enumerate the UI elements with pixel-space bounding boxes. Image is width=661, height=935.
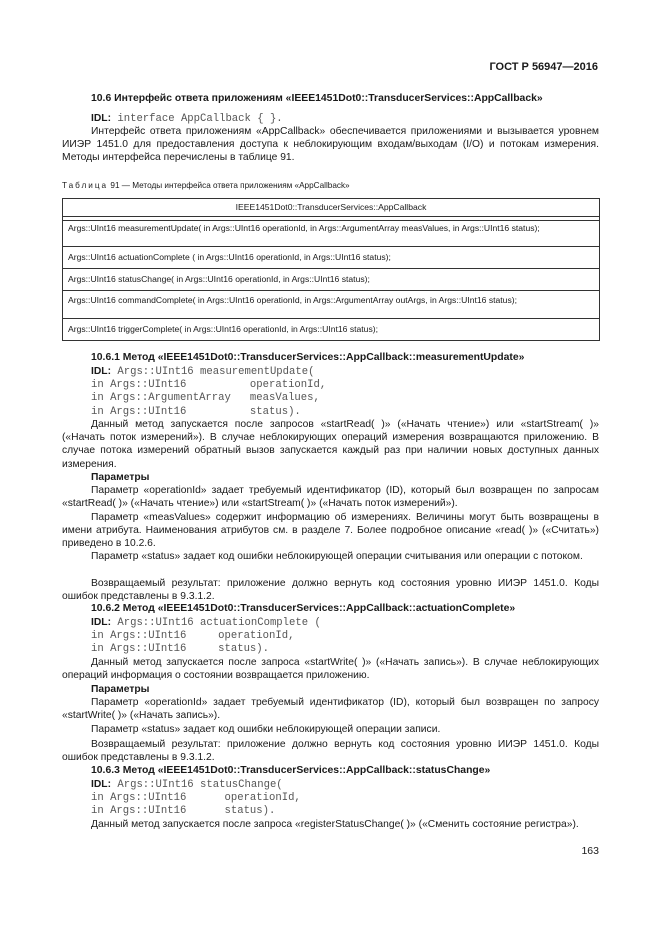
return-result: Возвращаемый результат: приложение должно вернуть код состояния уровню ИИЭР 1451.0. Коды ошибок представлены в 9.3.1.2. <box>62 578 599 603</box>
code-line: Args::UInt16 actuationComplete ( <box>111 617 321 629</box>
code-line: in Args::UInt16 status). <box>91 805 276 818</box>
idl-label: IDL: <box>91 779 112 790</box>
document-id: ГОСТ Р 56947—2016 <box>489 61 598 73</box>
params-heading: Параметры <box>91 684 150 695</box>
idl-label: IDL: <box>91 113 112 124</box>
section-10-6-2-heading: 10.6.2 Метод «IEEE1451Dot0::TransducerServices::AppCallback::actuationComplete» <box>91 603 516 614</box>
section-10-6-heading: 10.6 Интерфейс ответа приложениям «IEEE1451Dot0::TransducerServices::AppCallback» <box>91 93 543 104</box>
section-10-6-1-heading: 10.6.1 Метод «IEEE1451Dot0::TransducerServices::AppCallback::measurementUpdate» <box>91 352 525 363</box>
param-meas-values: Параметр «measValues» содержит информацию об измерениях. Величины могут быть возвращены в имени атрибута. Наименования атрибутов см. в разделе 7. Более подробное описание «read( )» («Считать») приведено в 10.2.6. <box>62 512 599 550</box>
methods-table <box>62 198 600 341</box>
code-line: in Args::UInt16 operationId, <box>91 379 327 392</box>
code-line: in Args::ArgumentArray measValues, <box>91 392 320 405</box>
table-header-cell: IEEE1451Dot0::TransducerServices::AppCallback <box>63 199 600 217</box>
page-number: 163 <box>581 845 599 857</box>
table-row: Args::UInt16 commandComplete( in Args::UInt16 operationId, in Args::ArgumentArray outArgs, in Args::UInt16 status); <box>63 291 600 319</box>
table-row: Args::UInt16 statusChange( in Args::UInt16 operationId, in Args::UInt16 status); <box>63 269 600 291</box>
param-operation-id: Параметр «operationId» задает требуемый идентификатор (ID), который был возвращен по запросу «startWrite( )» («Начать запись»). <box>62 697 599 722</box>
idl-code: interface AppCallback { }. <box>111 113 283 125</box>
code-line: in Args::UInt16 operationId, <box>91 792 301 805</box>
section-10-6-2-paragraph: Данный метод запускается после запроса «startWrite( )» («Начать запись»). В случае неблокирующих операций информация о состоянии возвращается приложению. <box>62 657 599 682</box>
table-row: Args::UInt16 measurementUpdate( in Args::UInt16 operationId, in Args::ArgumentArray measValues, in Args::UInt16 status); <box>63 221 600 247</box>
section-10-6-2-idl <box>91 616 321 657</box>
section-10-6-3-idl <box>91 778 301 819</box>
param-operation-id: Параметр «operationId» задает требуемый идентификатор (ID), который был возвращен по запросам «startRead( )» («Начать чтение») или «startStream( )» («Начать поток измерений»). <box>62 485 599 510</box>
table-row: Args::UInt16 triggerComplete( in Args::UInt16 operationId, in Args::UInt16 status); <box>63 319 600 341</box>
params-heading: Параметры <box>91 472 150 483</box>
section-10-6-3-paragraph: Данный метод запускается после запроса «registerStatusChange( )» («Сменить состояние регистра»). <box>91 819 579 830</box>
idl-label: IDL: <box>91 617 112 628</box>
code-line: Args::UInt16 measurementUpdate( <box>111 366 315 378</box>
idl-label: IDL: <box>91 366 112 377</box>
section-10-6-1-idl <box>91 365 326 419</box>
code-line: in Args::UInt16 status). <box>91 643 270 656</box>
return-result: Возвращаемый результат: приложение должно вернуть код состояния уровню ИИЭР 1451.0. Коды ошибок представлены в 9.3.1.2. <box>62 739 599 764</box>
code-line: in Args::UInt16 status). <box>91 405 301 418</box>
table-row: Args::UInt16 actuationComplete ( in Args::UInt16 operationId, in Args::UInt16 status); <box>63 247 600 269</box>
param-status: Параметр «status» задает код ошибки неблокирующей операции считывания или операции с потоком. <box>91 551 583 562</box>
table-caption <box>62 181 350 190</box>
section-10-6-1-paragraph: Данный метод запускается после запросов «startRead( )» («Начать чтение») или «startStream( )» («Начать поток измерений»). В случае неблокирующих операций измерения возвращаются приложению. В случае потока измерений обратный вызов запускается каждый раз при наличии новых доступных данных измерения. <box>62 419 599 470</box>
table-caption-prefix: Таблица <box>62 181 109 190</box>
code-line: Args::UInt16 statusChange( <box>111 779 283 791</box>
code-line: in Args::UInt16 operationId, <box>91 630 295 643</box>
param-status: Параметр «status» задает код ошибки неблокирующей операции записи. <box>91 724 441 735</box>
section-10-6-paragraph: Интерфейс ответа приложениям «AppCallback» обеспечивается приложениями и вызывается уровнем ИИЭР 1451.0 для предоставления доступа к неблокирующим входам/выходам (I/O) и потокам измерения. Методы интерфейса перечислены в таблице 91. <box>62 126 599 164</box>
section-10-6-3-heading: 10.6.3 Метод «IEEE1451Dot0::TransducerServices::AppCallback::statusChange» <box>91 765 491 776</box>
table-caption-title: 91 — Методы интерфейса ответа приложениям «AppCallback» <box>108 181 350 190</box>
